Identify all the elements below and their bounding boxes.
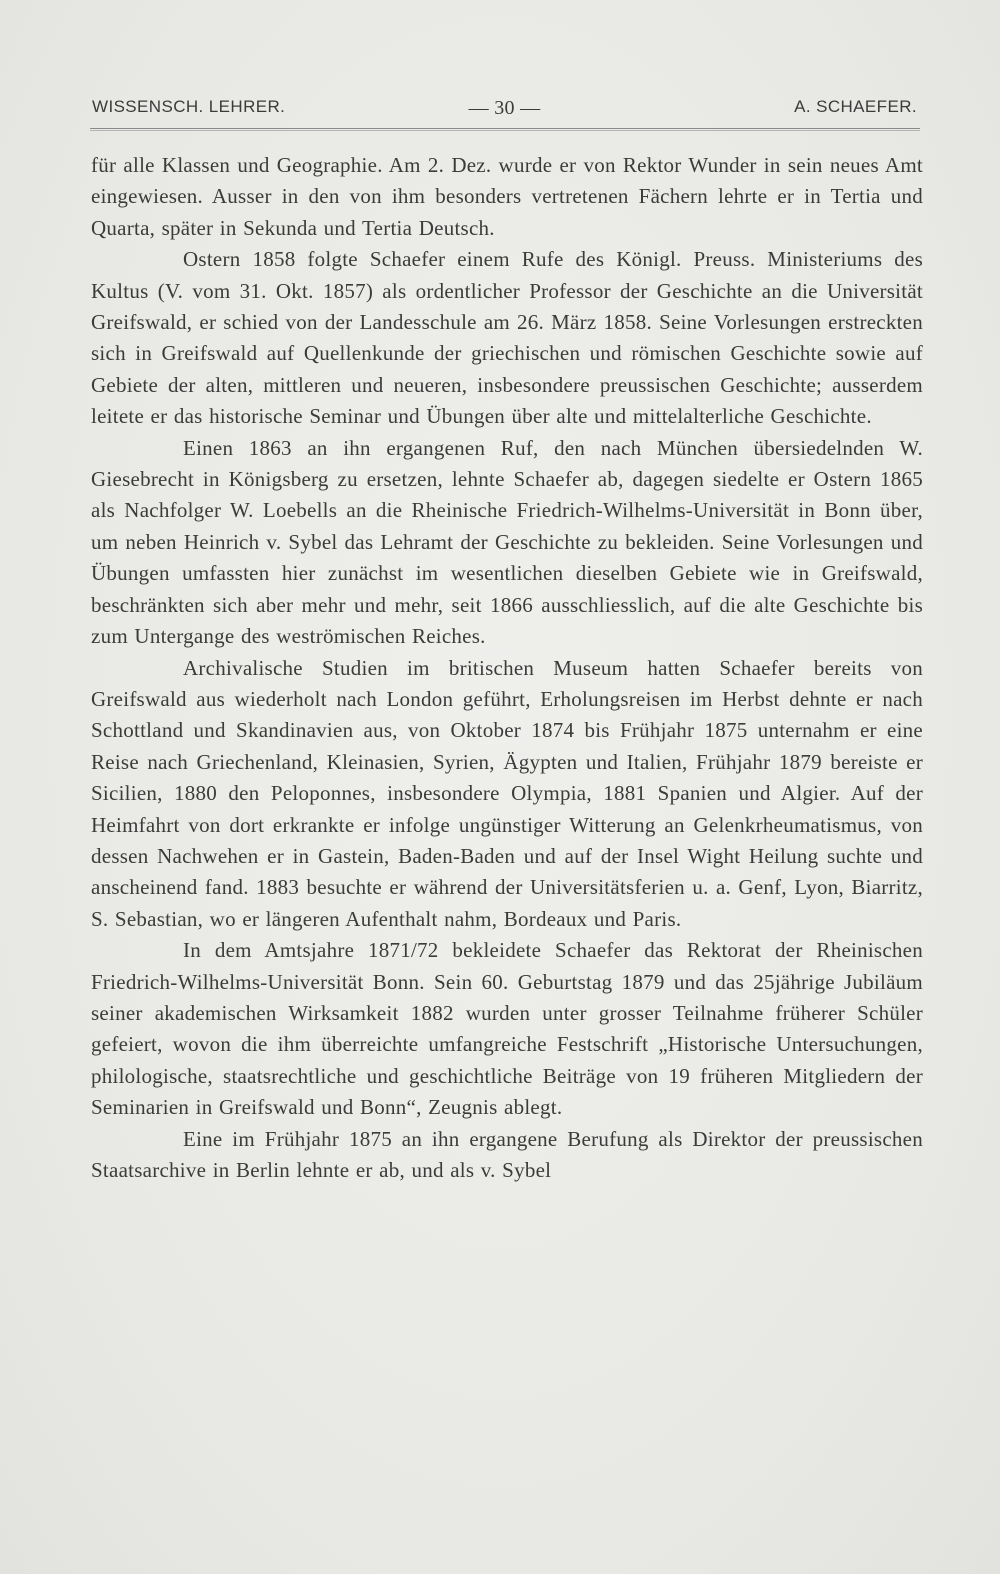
running-header (92, 97, 917, 125)
header-right: A. SCHAEFER. (794, 97, 917, 116)
paragraph-3: Einen 1863 an ihn ergangenen Ruf, den nach München übersiedelnden W. Giesebrecht in Königsberg zu ersetzen, lehnte Schaefer ab, dagegen siedelte er Ostern 1865 als Nachfolger W. Loebells an die Rheinische Friedrich-Wilhelms-Universität in Bonn über, um neben Heinrich v. Sybel das Lehramt der Geschichte zu bekleiden. Seine Vorlesungen und Übungen umfassten hier zunächst im wesentlichen dieselben Gebiete wie in Greifswald, beschränkten sich aber mehr und mehr, seit 1866 ausschliesslich, auf die alte Geschichte bis zum Untergange des weströmischen Reiches. (91, 435, 923, 649)
paragraph-5: In dem Amtsjahre 1871/72 bekleidete Schaefer das Rektorat der Rheinischen Friedrich-Wilhelms-Universität Bonn. Sein 60. Geburtstag 1879 und das 25jährige Jubiläum seiner akademischen Wirksamkeit 1882 wurden unter grosser Teilnahme früherer Schüler gefeiert, wovon die ihm überreichte umfangreiche Festschrift „Historische Untersuchungen, philologische, staatsrechtliche und geschichtliche Beiträge von 19 früheren Mitgliedern der Seminarien in Greifswald und Bonn“, Zeugnis ablegt. (91, 938, 923, 1120)
header-rule (90, 128, 920, 131)
header-left: WISSENSCH. LEHRER. (92, 97, 286, 116)
paragraph-4: Archivalische Studien im britischen Museum hatten Schaefer bereits von Greifswald aus wiederholt nach London geführt, Erholungsreisen im Herbst dehnte er nach Schottland und Skandinavien aus, von Oktober 1874 bis Frühjahr 1875 unternahm er eine Reise nach Griechenland, Kleinasien, Syrien, Ägypten und Italien, Frühjahr 1879 bereiste er Sicilien, 1880 den Peloponnes, insbesondere Olympia, 1881 Spanien und Algier. Auf der Heimfahrt von dort erkrankte er infolge ungünstiger Witterung an Gelenkrheumatismus, von dessen Nachwehen er in Gastein, Baden-Baden und auf der Insel Wight Heilung suchte und anscheinend fand. 1883 besuchte er während der Universitätsferien u. a. Genf, Lyon, Biarritz, S. Sebastian, wo er längeren Aufenthalt nahm, Bordeaux und Paris. (91, 655, 923, 931)
paragraph-1: für alle Klassen und Geographie. Am 2. Dez. wurde er von Rektor Wunder in sein neues Amt eingewiesen. Ausser in den von ihm besonders vertretenen Fächern lehrte er in Tertia und Quarta, später in Sekunda und Tertia Deutsch. (91, 153, 923, 240)
body-text (91, 150, 923, 1186)
paragraph-6: Eine im Frühjahr 1875 an ihn ergangene Berufung als Direktor der preussischen Staatsarchive in Berlin lehnte er ab, und als v. Sybel (91, 1126, 923, 1182)
page-number: — 30 — (468, 97, 541, 119)
paragraph-2: Ostern 1858 folgte Schaefer einem Rufe des Königl. Preuss. Ministeriums des Kultus (V. vom 31. Okt. 1857) als ordentlicher Professor der Geschichte an die Universität Greifswald, er schied von der Landesschule am 26. März 1858. Seine Vorlesungen erstreckten sich in Greifswald auf Quellenkunde der griechischen und römischen Geschichte sowie auf Gebiete der alten, mittleren und neueren, insbesondere preussischen Geschichte; ausserdem leitete er das historische Seminar und Übungen über alte und mittelalterliche Geschichte. (91, 247, 923, 429)
